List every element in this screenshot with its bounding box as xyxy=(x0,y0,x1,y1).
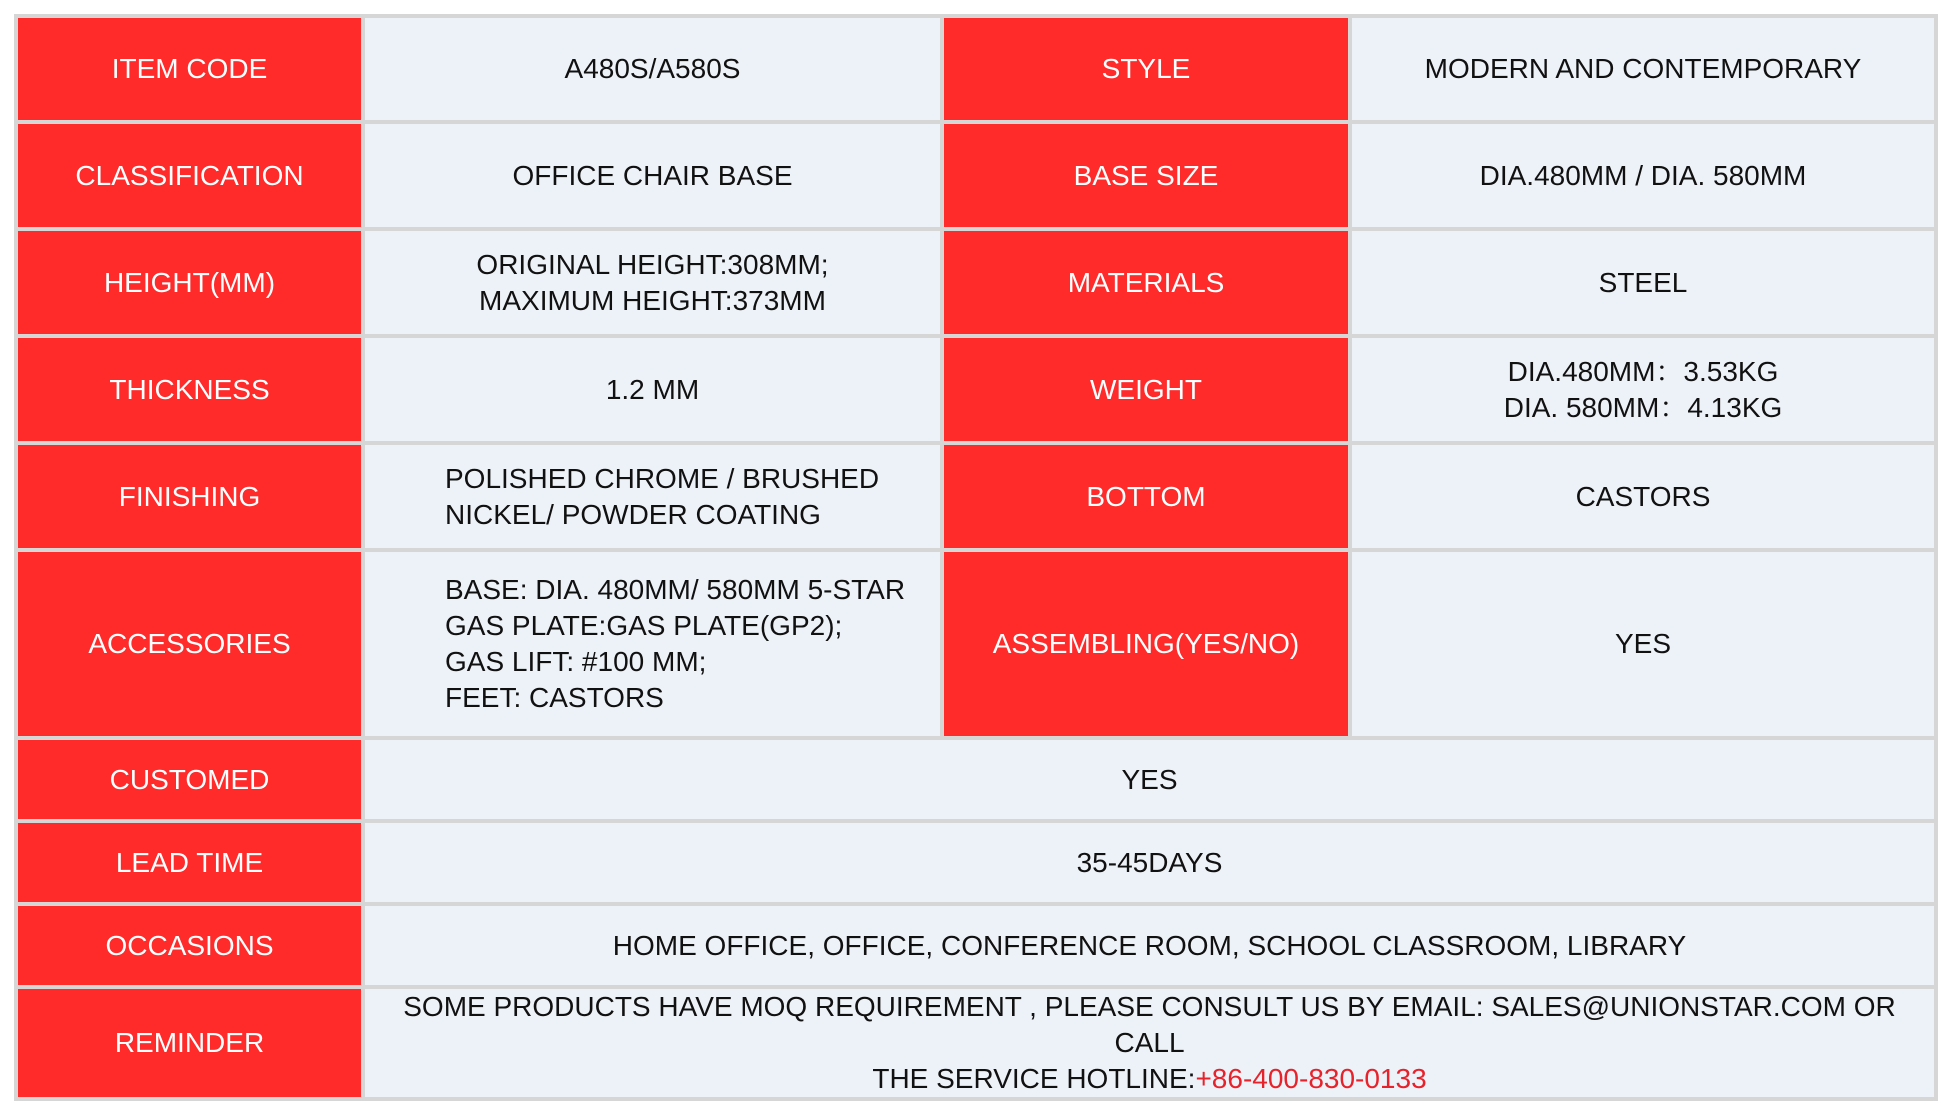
materials-label: MATERIALS xyxy=(944,231,1348,334)
table-row xyxy=(18,740,1934,819)
base-size-value: DIA.480MM / DIA. 580MM xyxy=(1352,124,1934,227)
style-label: STYLE xyxy=(944,18,1348,120)
accessories-value xyxy=(365,552,940,736)
materials-value: STEEL xyxy=(1352,231,1934,334)
lead-time-label: LEAD TIME xyxy=(18,823,361,902)
reminder-value xyxy=(365,989,1934,1097)
occasions-label: OCCASIONS xyxy=(18,906,361,985)
occasions-value: HOME OFFICE, OFFICE, CONFERENCE ROOM, SCHOOL CLASSROOM, LIBRARY xyxy=(365,906,1934,985)
thickness-value: 1.2 MM xyxy=(365,338,940,441)
assembling-value: YES xyxy=(1352,552,1934,736)
table-row xyxy=(18,906,1934,985)
customed-value: YES xyxy=(365,740,1934,819)
accessories-line: FEET: CASTORS xyxy=(445,682,664,713)
weight-label: WEIGHT xyxy=(944,338,1348,441)
finishing-value xyxy=(365,445,940,548)
finishing-line: NICKEL/ POWDER COATING xyxy=(445,498,821,530)
customed-label: CUSTOMED xyxy=(18,740,361,819)
accessories-line: BASE: DIA. 480MM/ 580MM 5-STAR xyxy=(445,574,906,605)
reminder-line: SOME PRODUCTS HAVE MOQ REQUIREMENT , PLEASE CONSULT US BY EMAIL: SALES@UNIONSTAR.COM OR CALL xyxy=(403,991,1896,1058)
accessories-label: ACCESSORIES xyxy=(18,552,361,736)
bottom-value: CASTORS xyxy=(1352,445,1934,548)
classification-value: OFFICE CHAIR BASE xyxy=(365,124,940,227)
table-row xyxy=(18,124,1934,227)
table-row xyxy=(18,445,1934,548)
accessories-line: GAS PLATE:GAS PLATE(GP2); xyxy=(445,610,843,641)
weight-line: DIA. 580MM：4.13KG xyxy=(1503,391,1783,423)
base-size-label: BASE SIZE xyxy=(944,124,1348,227)
weight-line: DIA.480MM：3.53KG xyxy=(1507,355,1779,387)
hotline-number: +86-400-830-0133 xyxy=(1195,1063,1427,1094)
height-line: MAXIMUM HEIGHT:373MM xyxy=(479,284,826,316)
item-code-label: ITEM CODE xyxy=(18,18,361,120)
height-label: HEIGHT(MM) xyxy=(18,231,361,334)
table-row xyxy=(18,231,1934,334)
finishing-label: FINISHING xyxy=(18,445,361,548)
style-value: MODERN AND CONTEMPORARY xyxy=(1352,18,1934,120)
bottom-label: BOTTOM xyxy=(944,445,1348,548)
weight-value xyxy=(1352,338,1934,441)
reminder-hotline-prefix: THE SERVICE HOTLINE: xyxy=(872,1063,1196,1094)
reminder-label: REMINDER xyxy=(18,989,361,1097)
spec-table xyxy=(14,14,1938,1101)
item-code-value: A480S/A580S xyxy=(365,18,940,120)
table-row xyxy=(18,823,1934,902)
table-row xyxy=(18,552,1934,736)
accessories-line: GAS LIFT: #100 MM; xyxy=(445,646,707,677)
reminder-line xyxy=(377,1061,1922,1097)
assembling-label: ASSEMBLING(YES/NO) xyxy=(944,552,1348,736)
finishing-line: POLISHED CHROME / BRUSHED xyxy=(445,462,880,494)
classification-label: CLASSIFICATION xyxy=(18,124,361,227)
table-row xyxy=(18,338,1934,441)
table-row xyxy=(18,989,1934,1097)
table-row xyxy=(18,18,1934,120)
thickness-label: THICKNESS xyxy=(18,338,361,441)
height-value xyxy=(365,231,940,334)
lead-time-value: 35-45DAYS xyxy=(365,823,1934,902)
height-line: ORIGINAL HEIGHT:308MM; xyxy=(476,248,829,280)
